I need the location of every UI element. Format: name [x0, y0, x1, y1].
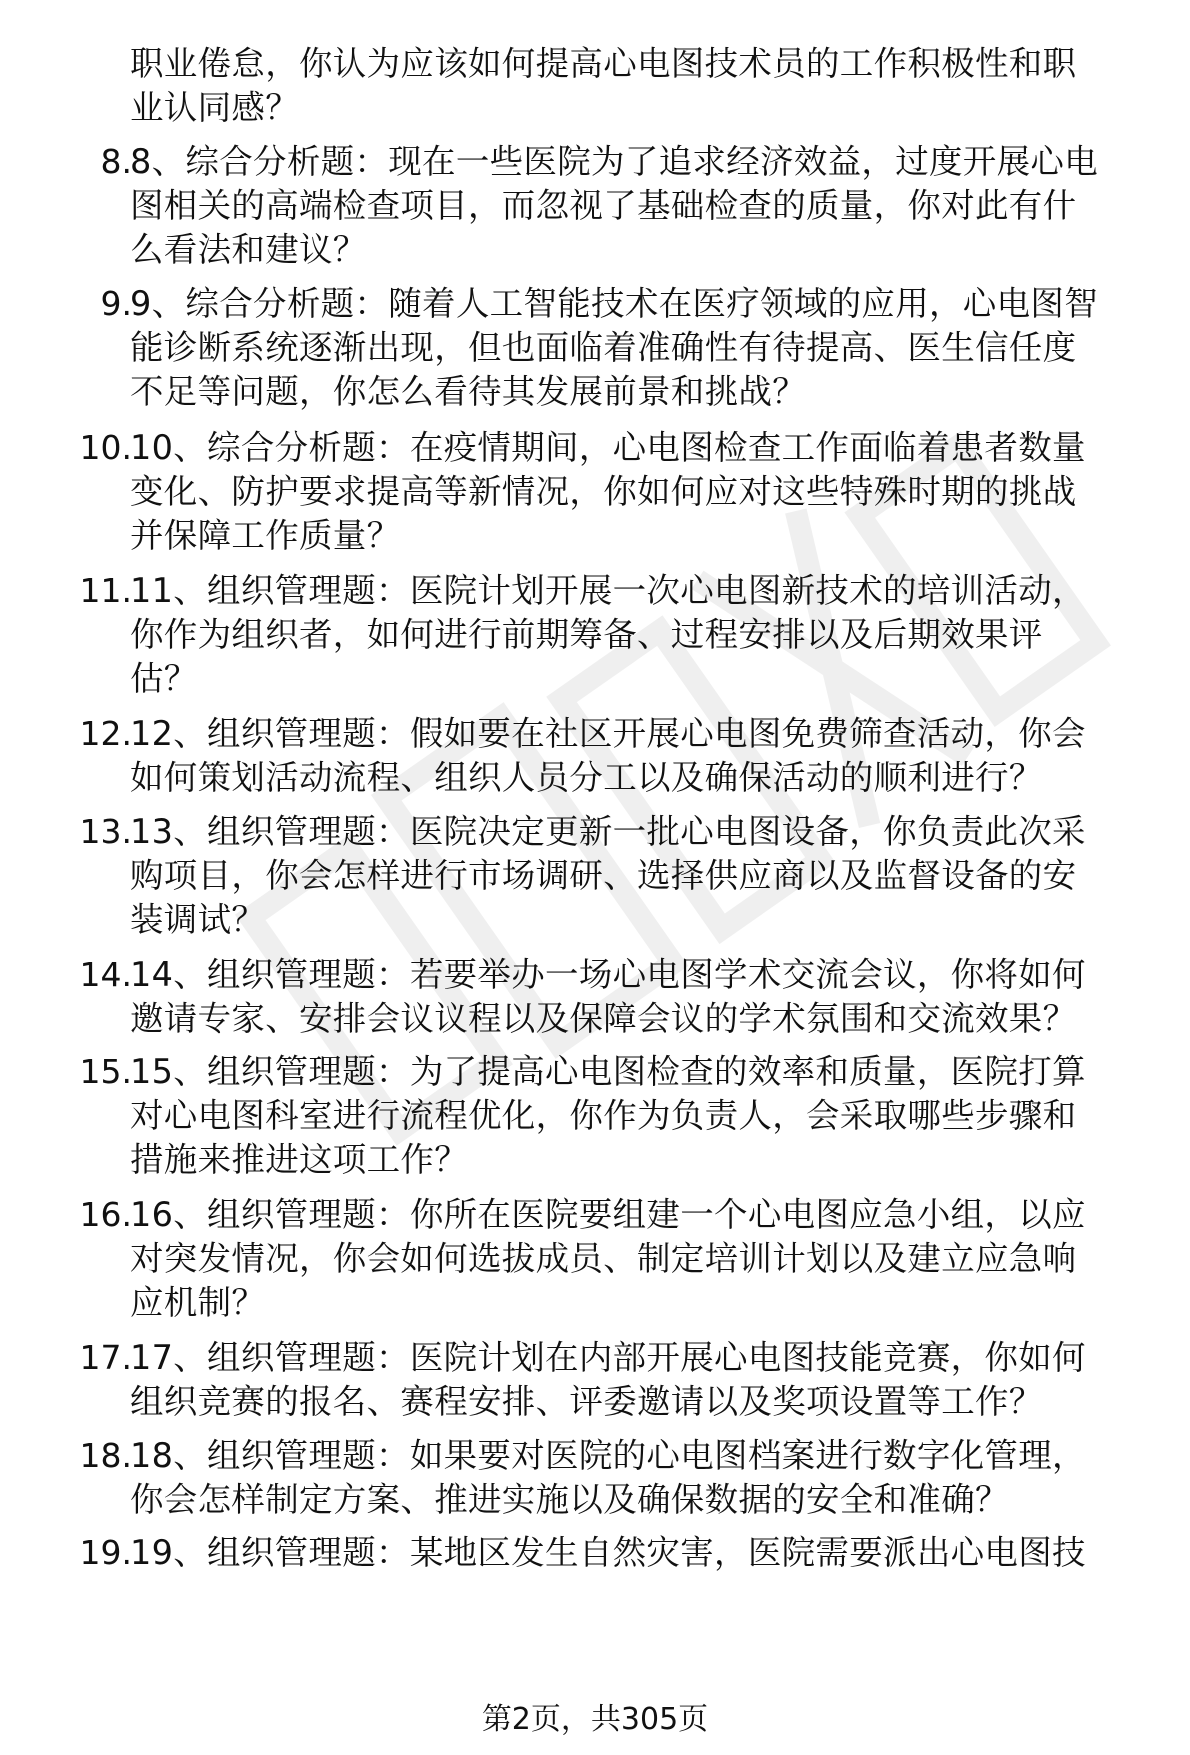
text-line: 17、组织管理题：医院计划在内部开展心电图技能竞赛，你如何: [130, 1338, 1086, 1377]
item-number: 16.: [79, 1195, 132, 1234]
text-line: 么看法和建议？: [130, 230, 367, 269]
item-number: 11.: [79, 571, 132, 610]
text-line: 对突发情况，你会如何选拔成员、制定培训计划以及建立应急响: [130, 1239, 1077, 1278]
text-line: 如何策划活动流程、组织人员分工以及确保活动的顺利进行？: [130, 758, 1043, 797]
item-number: 12.: [79, 714, 132, 753]
text-line: 13、组织管理题：医院决定更新一批心电图设备，你负责此次采: [130, 812, 1086, 851]
text-line: 12、组织管理题：假如要在社区开展心电图免费筛查活动，你会: [130, 714, 1086, 753]
text-line: 8、综合分析题：现在一些医院为了追求经济效益，过度开展心电: [130, 142, 1099, 181]
text-line: 14、组织管理题：若要举办一场心电图学术交流会议，你将如何: [130, 955, 1086, 994]
item-number: 13.: [79, 812, 132, 851]
text-line: 18、组织管理题：如果要对医院的心电图档案进行数字化管理，: [130, 1436, 1086, 1475]
text-line: 应机制？: [130, 1283, 266, 1322]
text-line: 变化、防护要求提高等新情况，你如何应对这些特殊时期的挑战: [130, 472, 1077, 511]
item-number: 19.: [79, 1533, 132, 1572]
text-line: 估？: [130, 659, 198, 698]
text-line: 业认同感？: [130, 88, 299, 127]
text-line: 并保障工作质量？: [130, 516, 401, 555]
text-line: 10、综合分析题：在疫情期间，心电图检查工作面临着患者数量: [130, 428, 1086, 467]
item-number: 8.: [100, 142, 132, 181]
item-number: 15.: [79, 1052, 132, 1091]
text-line: 图相关的高端检查项目，而忽视了基础检查的质量，你对此有什: [130, 186, 1077, 225]
text-line: 你会怎样制定方案、推进实施以及确保数据的安全和准确？: [130, 1480, 1009, 1519]
text-line: 你作为组织者，如何进行前期筹备、过程安排以及后期效果评: [130, 615, 1043, 654]
text-line: 对心电图科室进行流程优化，你作为负责人，会采取哪些步骤和: [130, 1096, 1077, 1135]
text-line: 装调试？: [130, 900, 266, 939]
text-line: 组织竞赛的报名、赛程安排、评委邀请以及奖项设置等工作？: [130, 1382, 1043, 1421]
item-number: 18.: [79, 1436, 132, 1475]
item-number: 17.: [79, 1338, 132, 1377]
item-number: 10.: [79, 428, 132, 467]
text-line: 11、组织管理题：医院计划开展一次心电图新技术的培训活动，: [130, 571, 1086, 610]
text-line: 职业倦怠，你认为应该如何提高心电图技术员的工作积极性和职: [130, 44, 1077, 83]
text-line: 邀请专家、安排会议议程以及保障会议的学术氛围和交流效果？: [130, 999, 1077, 1038]
text-line: 能诊断系统逐渐出现，但也面临着准确性有待提高、医生信任度: [130, 328, 1077, 367]
text-line: 购项目，你会怎样进行市场调研、选择供应商以及监督设备的安: [130, 856, 1077, 895]
text-line: 不足等问题，你怎么看待其发展前景和挑战？: [130, 372, 806, 411]
text-line: 19、组织管理题：某地区发生自然灾害，医院需要派出心电图技: [130, 1533, 1086, 1572]
text-line: 15、组织管理题：为了提高心电图检查的效率和质量，医院打算: [130, 1052, 1086, 1091]
item-number: 14.: [79, 955, 132, 994]
text-line: 措施来推进这项工作？: [130, 1140, 468, 1179]
text-line: 16、组织管理题：你所在医院要组建一个心电图应急小组，以应: [130, 1195, 1086, 1234]
item-number: 9.: [100, 284, 132, 323]
page-footer: 第2页，共305页: [481, 1702, 709, 1737]
text-line: 9、综合分析题：随着人工智能技术在医疗领域的应用，心电图智: [130, 284, 1099, 323]
